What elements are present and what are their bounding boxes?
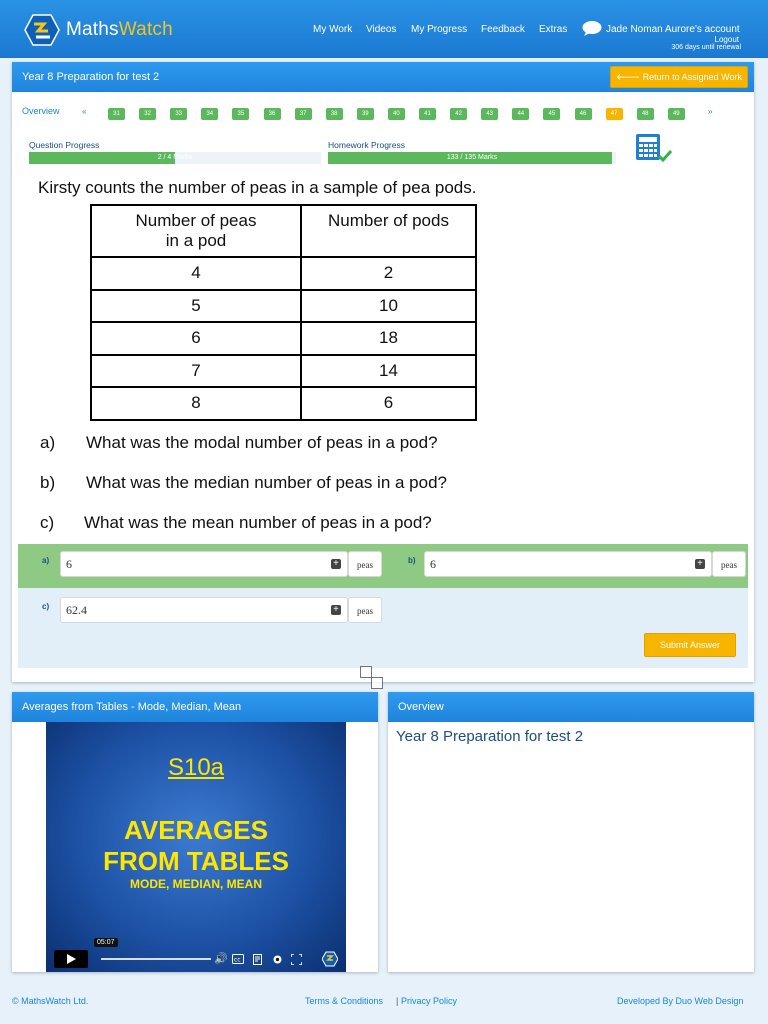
question-42-button[interactable]: 42 [450,108,467,120]
video-panel-title: Averages from Tables - Mode, Median, Mean [12,692,378,722]
answer-c-input[interactable] [60,597,348,623]
chat-icon[interactable] [582,21,602,36]
mathswatch-small-logo-icon[interactable] [322,951,338,967]
video-seek-bar[interactable] [101,958,211,960]
calculator-allowed-icon [632,132,672,162]
table-header-pods: Number of pods [301,205,476,257]
question-43-button[interactable]: 43 [481,108,498,120]
question-35-button[interactable]: 35 [232,108,249,120]
mathswatch-logo-icon[interactable] [24,14,60,46]
captions-icon[interactable] [232,954,244,964]
nav-videos[interactable]: Videos [366,24,397,35]
settings-gear-icon[interactable] [272,954,283,965]
submit-answer-button[interactable]: Submit Answer [644,633,736,657]
plus-icon[interactable]: + [331,605,341,615]
homework-progress-label: Homework Progress [328,140,405,150]
part-c-letter: c) [40,513,55,532]
answer-empty-cell [384,588,748,632]
question-37-button[interactable]: 37 [295,108,312,120]
question-33-button[interactable]: 33 [170,108,187,120]
table-row [91,290,476,323]
homework-progress-text: 133 / 135 Marks [446,154,498,161]
pods-cell: 14 [301,355,476,388]
video-subtitle: MODE, MEDIAN, MEAN [130,877,262,891]
logout-link[interactable]: Logout [714,35,739,44]
answer-a-cell [18,544,384,588]
answer-b-value: 6 [430,557,436,571]
return-to-assigned-work-button[interactable] [610,66,748,88]
answer-a-input[interactable] [60,551,348,577]
footer [0,992,768,1024]
pods-cell: 18 [301,322,476,355]
footer-copyright: © MathsWatch Ltd. [12,996,89,1006]
account-link[interactable]: Jade Noman Aurore's account [606,24,740,35]
answer-c-value: 62.4 [66,603,87,617]
peas-cell: 6 [91,322,301,355]
question-44-button[interactable]: 44 [512,108,529,120]
answer-c-cell [18,588,384,632]
renewal-text: 306 days until renewal [671,44,741,51]
panel-title-bar [12,62,754,92]
peas-cell: 8 [91,387,301,420]
overview-text: Year 8 Preparation for test 2 [396,728,584,745]
question-45-button[interactable]: 45 [543,108,560,120]
arrow-left-icon: 🡐 [615,72,643,82]
question-38-button[interactable]: 38 [326,108,343,120]
part-a-question: What was the modal number of peas in a pod? [86,433,438,452]
part-b-question: What was the median number of peas in a pod? [86,473,447,492]
overview-link[interactable]: Overview [22,106,60,116]
table-row [91,322,476,355]
overview-panel-title: Overview [388,692,754,722]
next-page-arrow[interactable]: » [708,107,713,116]
resize-handle-icon[interactable] [371,677,383,689]
answer-a-label: a) [42,556,50,565]
answer-a-value: 6 [66,557,72,571]
answer-b-label: b) [408,556,416,565]
nav-my-work[interactable]: My Work [313,24,353,35]
question-panel [12,62,754,682]
footer-separator: | [396,996,399,1006]
question-progress-bar [29,152,321,164]
privacy-link[interactable]: Privacy Policy [401,996,458,1006]
brand-name[interactable] [66,19,173,41]
peas-cell: 5 [91,290,301,323]
table-header-peas: Number of peas in a pod [91,205,301,257]
question-49-button[interactable]: 49 [668,108,685,120]
prev-page-arrow[interactable]: « [82,107,87,116]
video-controls [46,946,346,972]
answer-b-unit: peas [712,551,746,577]
video-timestamp: 05:07 [94,938,118,947]
nav-my-progress[interactable]: My Progress [411,24,468,35]
table-row [91,355,476,388]
question-41-button[interactable]: 41 [419,108,436,120]
brand-maths: Maths [66,19,119,40]
pods-cell: 2 [301,257,476,290]
question-40-button[interactable]: 40 [388,108,405,120]
question-48-button[interactable]: 48 [637,108,654,120]
question-progress-label: Question Progress [29,140,100,150]
pods-cell: 10 [301,290,476,323]
answer-c-unit: peas [348,597,382,623]
part-b-letter: b) [40,473,56,492]
video-headline: AVERAGES FROM TABLES [103,815,289,876]
question-navigation [12,100,742,124]
submit-row [18,632,748,668]
pods-cell: 6 [301,387,476,420]
answer-a-unit: peas [348,551,382,577]
terms-link[interactable]: Terms & Conditions [305,996,384,1006]
peas-cell: 4 [91,257,301,290]
homework-progress-bar [328,152,616,164]
nav-extras[interactable]: Extras [539,24,568,35]
play-icon [54,950,88,968]
video-code: S10a [167,754,225,781]
return-label: Return to Assigned Work [642,72,743,82]
question-34-button[interactable]: 34 [201,108,218,120]
svg-text:cc: cc [234,956,241,964]
part-a-letter: a) [40,433,56,452]
peas-cell: 7 [91,355,301,388]
nav-feedback[interactable]: Feedback [481,24,525,35]
top-header [0,0,768,58]
plus-icon[interactable]: + [695,559,705,569]
question-32-button[interactable]: 32 [139,108,156,120]
plus-icon[interactable]: + [331,559,341,569]
brand-watch: Watch [118,19,173,40]
table-row [91,257,476,290]
question-39-button[interactable]: 39 [357,108,374,120]
answer-c-label: c) [42,602,50,611]
play-button[interactable] [54,950,88,968]
fullscreen-icon[interactable] [291,954,302,965]
peas-frequency-table [90,204,477,421]
task-title: Year 8 Preparation for test 2 [22,71,160,83]
answer-b-input[interactable] [424,551,712,577]
answer-b-cell [384,544,748,588]
volume-icon[interactable]: 🔊 [214,953,228,965]
table-body [91,257,476,420]
question-31-button[interactable]: 31 [108,108,125,120]
transcript-icon[interactable] [253,954,263,965]
question-36-button[interactable]: 36 [264,108,281,120]
question-47-button[interactable]: 47 [606,108,623,120]
question-46-button[interactable]: 46 [575,108,592,120]
question-progress-text: 2 / 4 Marks [157,154,193,161]
table-row [91,387,476,420]
part-c-question: What was the mean number of peas in a pod? [84,513,432,532]
overview-panel [388,692,754,972]
developer-credit-link[interactable]: Developed By Duo Web Design [617,996,744,1006]
video-player[interactable] [46,722,346,972]
question-intro: Kirsty counts the number of peas in a sample of pea pods. [38,178,477,197]
